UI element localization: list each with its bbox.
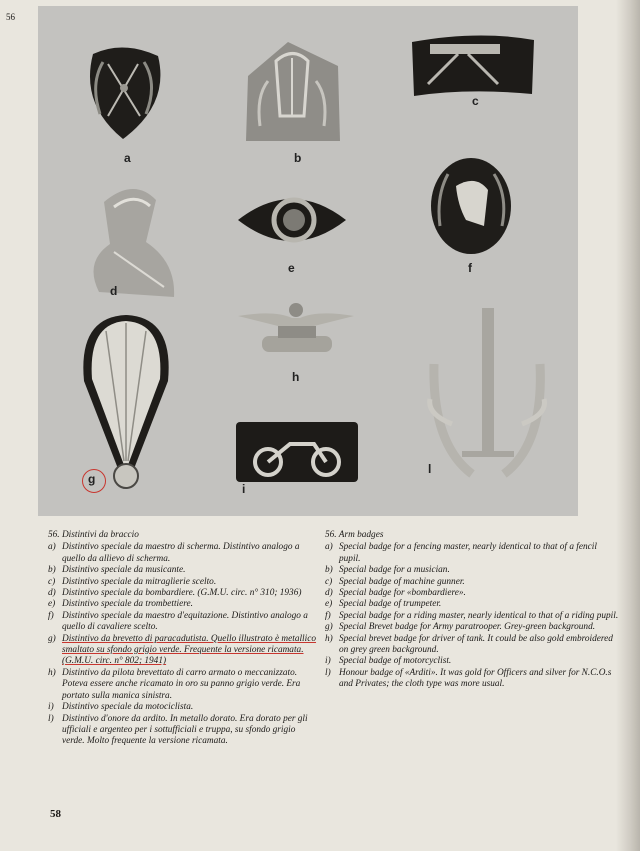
- caption-entry: [48, 714, 316, 748]
- caption-entry: [48, 668, 316, 702]
- label-c: c: [472, 94, 479, 108]
- label-b: b: [294, 151, 302, 165]
- entry-text: Special badge for a riding master, nearly identical to that of a riding pupil.: [339, 610, 619, 621]
- caption-entry: [325, 622, 620, 633]
- caption-entry: [325, 599, 620, 610]
- entry-text: Special badge for «bombardiere».: [339, 588, 466, 599]
- caption-entry: [325, 565, 620, 576]
- caption-entry: [48, 565, 316, 576]
- entry-key: d): [48, 588, 56, 599]
- entry-key: a): [48, 542, 56, 553]
- entry-key: a): [325, 542, 333, 553]
- entry-key: c): [325, 576, 333, 587]
- entry-text: Distintivo speciale da maestro d'equitazione. Distintivo analogo a quello di cavaliere scelto.: [62, 610, 308, 633]
- badge-l-arditi: [422, 304, 552, 494]
- entry-text: Special badge for a fencing master, nearly identical to that of a fencil pupil.: [339, 542, 597, 564]
- entry-text: Special badge of motorcyclist.: [339, 656, 452, 667]
- label-a: a: [124, 151, 131, 165]
- entry-key: i): [48, 702, 54, 713]
- label-f: f: [468, 261, 472, 275]
- entry-text: Distintivo speciale da musicante.: [62, 565, 186, 576]
- badge-h-tank-driver: [234, 292, 358, 364]
- badge-f-riding-master: [426, 156, 516, 258]
- caption-entry: [325, 656, 620, 667]
- entry-text: Distintivo speciale da mitraglierie scelto.: [62, 576, 217, 587]
- entry-key: e): [325, 599, 333, 610]
- caption-entry: [325, 577, 620, 588]
- badge-d-bombardiere: [84, 182, 184, 302]
- caption-entry: [48, 542, 316, 565]
- caption-entry: [325, 668, 620, 691]
- red-circle-annotation: [82, 469, 106, 493]
- bottom-page-number: 58: [50, 808, 61, 820]
- entry-key: h): [48, 667, 56, 678]
- label-e: e: [288, 261, 295, 275]
- badge-b-musician: [238, 36, 348, 146]
- label-g: g: [88, 472, 96, 486]
- entry-text: Honour badge of «Arditi». It was gold for Officers and silver for N.C.O.s and Privates; the cloth type was more usual.: [339, 667, 612, 690]
- entry-text: Distintivo speciale da trombettiere.: [62, 599, 193, 610]
- italian-heading: 56. Distintivi da braccio: [48, 530, 139, 540]
- caption-entry: [325, 611, 620, 622]
- entry-text: Special badge of trumpeter.: [339, 599, 442, 610]
- caption-entry: [48, 611, 316, 634]
- entry-text: Distintivo speciale da motociclista.: [62, 702, 194, 713]
- badge-a-fencing: [78, 44, 168, 144]
- entry-key: f): [48, 610, 54, 621]
- label-i: i: [242, 482, 246, 496]
- badge-photo-plate: [38, 6, 578, 516]
- label-d: d: [110, 284, 118, 298]
- entry-text: Special badge for a musician.: [339, 565, 450, 576]
- english-heading: 56. Arm badges: [325, 530, 384, 540]
- top-page-number: 56: [6, 12, 15, 22]
- entry-key: f): [325, 610, 331, 621]
- caption-entry: [48, 599, 316, 610]
- italian-captions: [48, 530, 316, 748]
- entry-text: Distintivo da brevetto di paracadutista. Quello illustrato è metallico smaltato su sfondo grigio verde. Frequente la versione ricamata. (G.M.U. circ. n° 802; 1941): [62, 633, 317, 667]
- entry-key: g): [325, 622, 333, 633]
- page-edge: [616, 0, 640, 851]
- entry-text: Special brevet badge for driver of tank. It could be also gold embroidered on grey green background.: [339, 633, 613, 656]
- entry-key: e): [48, 599, 56, 610]
- badge-c-machine-gunner: [408, 32, 538, 100]
- entry-key: l): [325, 667, 331, 678]
- caption-entry-highlighted: [48, 634, 316, 668]
- entry-text: Distintivo speciale da maestro di scherma. Distintivo analogo a quello da allievo di scherma.: [62, 542, 300, 564]
- entry-text: Special badge of machine gunner.: [339, 576, 465, 587]
- caption-entry: [48, 702, 316, 713]
- entry-key: b): [48, 565, 56, 576]
- entry-key: d): [325, 588, 333, 599]
- caption-entry: [325, 634, 620, 657]
- entry-key: c): [48, 576, 56, 587]
- entry-key: b): [325, 565, 333, 576]
- caption-entry: [325, 588, 620, 599]
- entry-key: i): [325, 656, 331, 667]
- label-l: l: [428, 462, 432, 476]
- english-captions: [325, 530, 620, 691]
- caption-entry: [48, 577, 316, 588]
- entry-key: g): [48, 633, 56, 644]
- label-h: h: [292, 370, 300, 384]
- caption-entry: [325, 542, 620, 565]
- entry-text: Distintivo speciale da bombardiere. (G.M.U. circ. n° 310; 1936): [62, 588, 302, 599]
- badge-i-motorcyclist: [234, 418, 360, 484]
- entry-text: Distintivo da pilota brevettato di carro armato o meccanizzato. Poteva essere anche ricamato in oro su panno grigio verde. Era portato sulla manica sinistra.: [62, 667, 301, 701]
- caption-entry: [48, 588, 316, 599]
- badge-e-trumpeter: [236, 184, 348, 256]
- entry-text: Distintivo d'onore da ardito. In metallo dorato. Era dorato per gli ufficiali e argenteo per i sottufficiali e truppa, su sfondo grigio verde. Molto frequente la versione ricamata.: [62, 713, 308, 747]
- entry-key: l): [48, 713, 54, 724]
- entry-key: h): [325, 633, 333, 644]
- entry-text: Special Brevet badge for Army paratrooper. Grey-green background.: [339, 622, 596, 633]
